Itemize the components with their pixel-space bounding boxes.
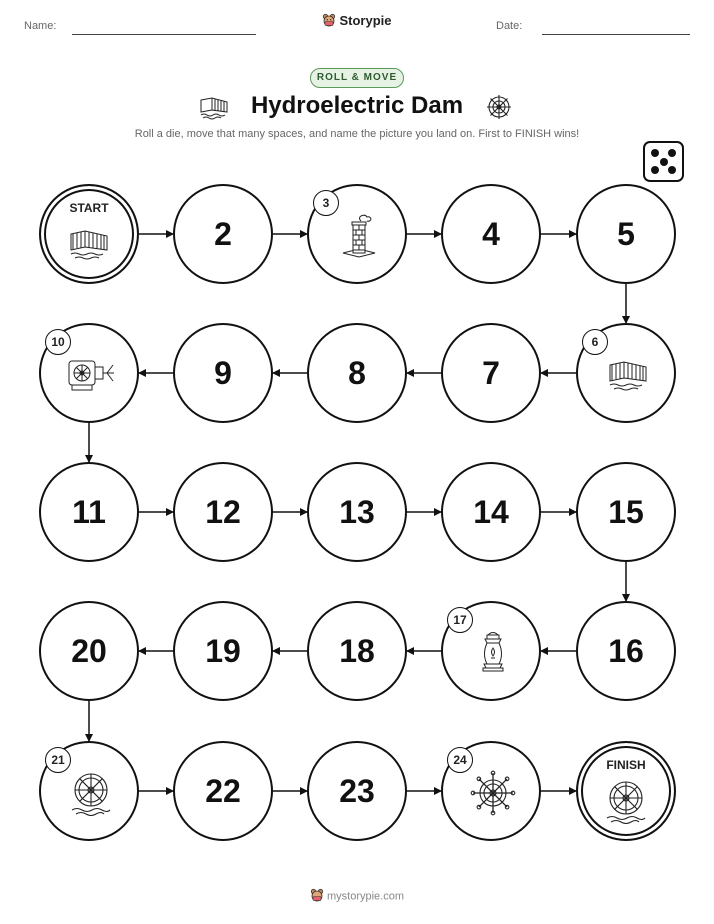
date-label: Date: bbox=[496, 20, 523, 32]
board-space-21 bbox=[39, 741, 139, 841]
instructions: Roll a die, move that many spaces, and name the picture you land on. First to FINISH wins! bbox=[134, 128, 580, 140]
space-number: 23 bbox=[339, 772, 375, 809]
space-number-tag: 24 bbox=[447, 747, 473, 773]
space-number: 8 bbox=[348, 354, 366, 391]
start-space bbox=[39, 184, 139, 284]
board-space-2 bbox=[173, 184, 273, 284]
board-space-14 bbox=[441, 462, 541, 562]
board-space-17 bbox=[441, 601, 541, 701]
board-space-10 bbox=[39, 323, 139, 423]
space-number-tag: 6 bbox=[582, 329, 608, 355]
board-space-12 bbox=[173, 462, 273, 562]
name-label: Name: bbox=[24, 20, 57, 32]
space-number: 7 bbox=[482, 354, 500, 391]
lantern-icon bbox=[476, 630, 510, 681]
board-space-8 bbox=[307, 323, 407, 423]
space-number: 2 bbox=[214, 215, 232, 252]
finish-label: FINISH bbox=[606, 758, 646, 772]
space-number: 16 bbox=[608, 632, 644, 669]
board-space-23 bbox=[307, 741, 407, 841]
finish-space bbox=[576, 741, 676, 841]
start-label: START bbox=[69, 201, 109, 215]
page-title: Hydroelectric Dam bbox=[250, 92, 464, 119]
space-number: 19 bbox=[205, 632, 241, 669]
board-space-24 bbox=[441, 741, 541, 841]
space-number: 20 bbox=[71, 632, 107, 669]
board-space-4 bbox=[441, 184, 541, 284]
space-number: 11 bbox=[72, 493, 106, 530]
space-number-tag: 3 bbox=[313, 190, 339, 216]
space-number: 15 bbox=[608, 493, 644, 530]
footer bbox=[0, 888, 714, 905]
board-space-6 bbox=[576, 323, 676, 423]
dam-icon bbox=[69, 226, 109, 267]
space-number: 13 bbox=[339, 493, 375, 530]
storypie-bear-icon bbox=[310, 888, 324, 905]
space-number: 5 bbox=[617, 215, 635, 252]
space-number: 9 bbox=[214, 354, 232, 391]
dam-icon bbox=[608, 357, 648, 398]
space-number-tag: 17 bbox=[447, 607, 473, 633]
space-number: 14 bbox=[473, 493, 509, 530]
board-space-19 bbox=[173, 601, 273, 701]
footer-url[interactable]: mystorypie.com bbox=[326, 890, 405, 903]
board-space-22 bbox=[173, 741, 273, 841]
board-space-7 bbox=[441, 323, 541, 423]
board-space-5 bbox=[576, 184, 676, 284]
space-number: 12 bbox=[205, 493, 241, 530]
water-wheel-icon bbox=[603, 778, 649, 829]
roll-and-move-badge: ROLL & MOVE bbox=[310, 68, 404, 88]
board-space-11 bbox=[39, 462, 139, 562]
space-number-tag: 10 bbox=[45, 329, 71, 355]
board-space-13 bbox=[307, 462, 407, 562]
board-space-15 bbox=[576, 462, 676, 562]
board-space-16 bbox=[576, 601, 676, 701]
ship-wheel-icon bbox=[470, 770, 516, 821]
chimney-icon bbox=[339, 213, 379, 264]
space-number: 4 bbox=[482, 215, 500, 252]
board-space-9 bbox=[173, 323, 273, 423]
space-number: 18 bbox=[339, 632, 375, 669]
board-space-3 bbox=[307, 184, 407, 284]
space-number: 22 bbox=[205, 772, 241, 809]
turbine-generator-icon bbox=[66, 355, 116, 400]
board-space-18 bbox=[307, 601, 407, 701]
brand-name: Storypie bbox=[339, 13, 392, 28]
space-number-tag: 21 bbox=[45, 747, 71, 773]
water-wheel-icon bbox=[68, 770, 114, 821]
board-space-20 bbox=[39, 601, 139, 701]
